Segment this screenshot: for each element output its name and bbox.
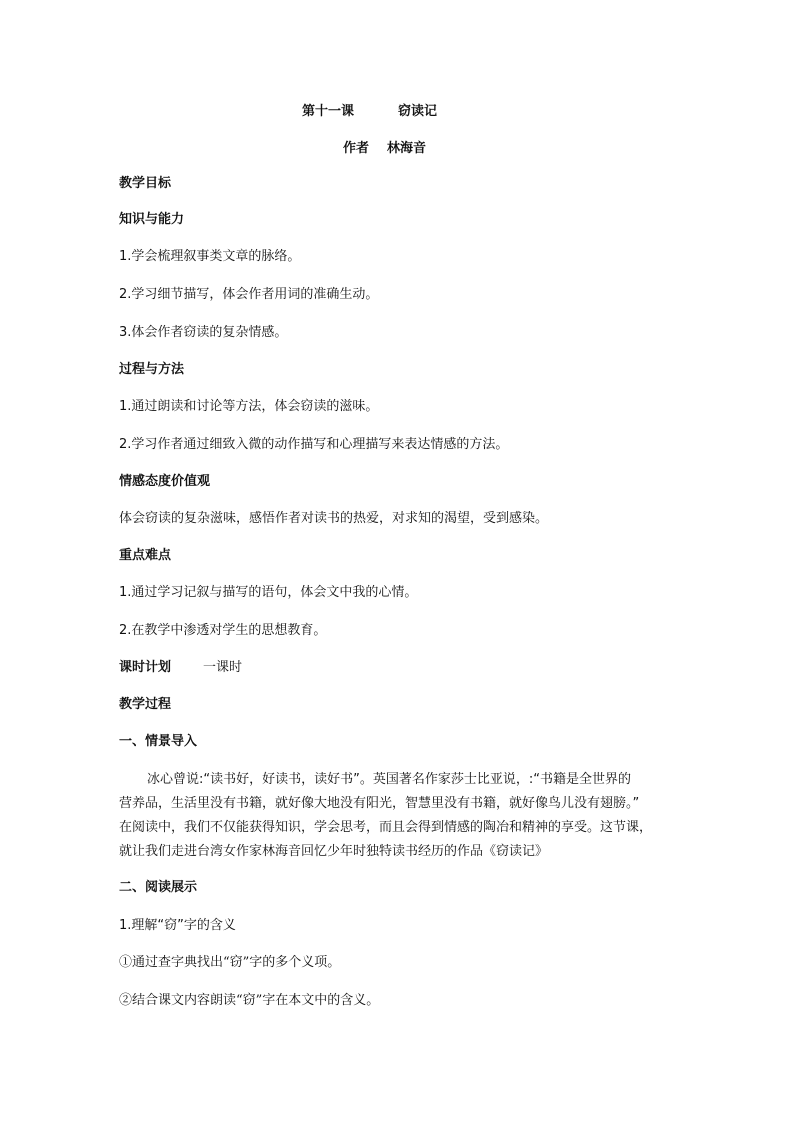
paragraph-line: 营养品，生活里没有书籍，就好像大地没有阳光，智慧里没有书籍，就好像鸟儿没有翅膀。” [119, 796, 640, 811]
knowledge-item: 2.学习细节描写，体会作者用词的准确生动。 [119, 287, 379, 302]
knowledge-item: 3.体会作者窃读的复杂情感。 [119, 325, 288, 340]
paragraph-line: 在阅读中，我们不仅能获得知识，学会思考，而且会得到情感的陶冶和精神的享受。这节课， [119, 820, 653, 835]
process-method-heading: 过程与方法 [119, 362, 185, 377]
author-label: 作者 [343, 141, 370, 156]
section2-subheading: 1.理解“窃”字的含义 [119, 918, 236, 933]
section2-heading: 二、阅读展示 [119, 880, 198, 895]
process-method-item: 1.通过朗读和讨论等方法，体会窃读的滋味。 [119, 399, 379, 414]
key-point-item: 1.通过学习记叙与描写的语句，体会文中我的心情。 [119, 585, 418, 600]
key-points-heading: 重点难点 [119, 548, 172, 563]
paragraph-line: 冰心曾说:“读书好，好读书，读好书”。英国著名作家莎士比亚说，:“书籍是全世界的 [147, 772, 631, 787]
author-name: 林海音 [387, 141, 427, 156]
emotion-text: 体会窃读的复杂滋味，感悟作者对读书的热爱，对求知的渴望，受到感染。 [119, 511, 549, 526]
objectives-heading: 教学目标 [119, 176, 172, 191]
author-line [343, 137, 426, 156]
lesson-number: 第十一课 [302, 104, 355, 119]
lesson-name: 窃读记 [398, 104, 438, 119]
lesson-title [302, 100, 437, 119]
schedule-value: 一课时 [203, 660, 243, 675]
knowledge-heading: 知识与能力 [119, 212, 185, 227]
process-method-item: 2.学习作者通过细致入微的动作描写和心理描写来表达情感的方法。 [119, 437, 509, 452]
key-point-item: 2.在教学中渗透对学生的思想教育。 [119, 623, 327, 638]
intro-paragraph [119, 768, 679, 864]
schedule-label: 课时计划 [119, 660, 172, 675]
paragraph-line: 就让我们走进台湾女作家林海音回忆少年时独特读书经历的作品《窃读记》 [119, 844, 549, 859]
section1-heading: 一、情景导入 [119, 734, 198, 749]
emotion-heading: 情感态度价值观 [119, 474, 211, 489]
schedule-line [119, 660, 242, 676]
section2-item: ②结合课文内容朗读“窃”字在本文中的含义。 [119, 993, 380, 1008]
teaching-process-heading: 教学过程 [119, 697, 172, 712]
section2-item: ①通过查字典找出“窃”字的多个义项。 [119, 955, 341, 970]
knowledge-item: 1.学会梳理叙事类文章的脉络。 [119, 249, 301, 264]
